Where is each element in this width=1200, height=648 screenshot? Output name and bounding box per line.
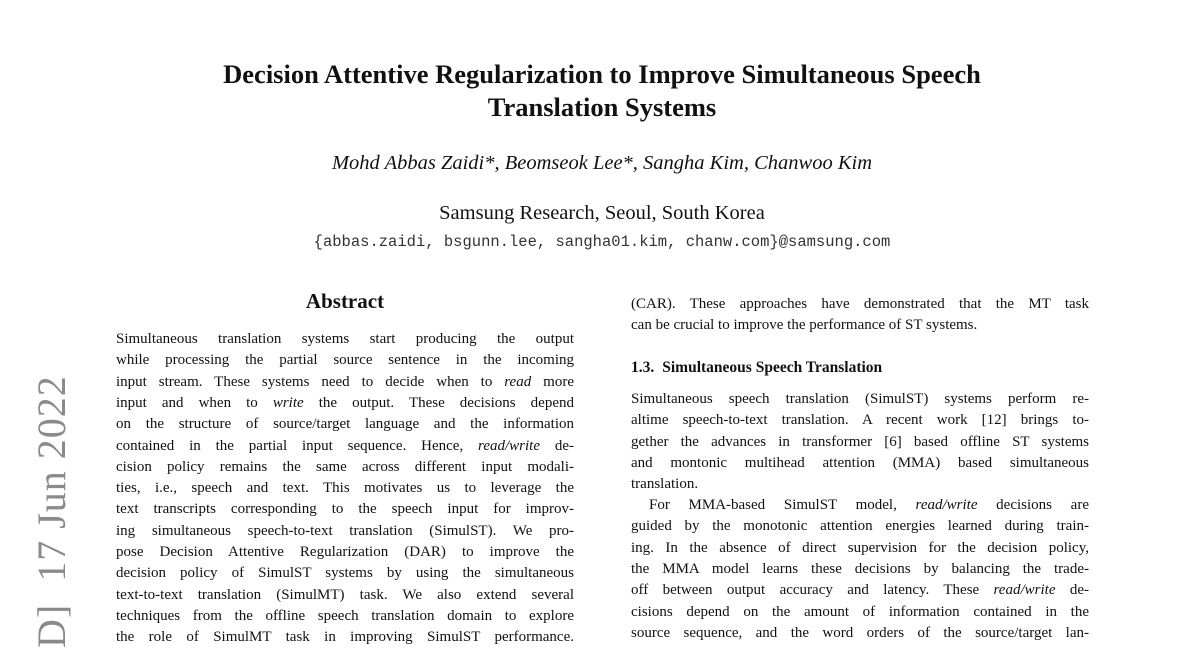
text-line: guided by the monotonic attention energies learned during train- [631,518,1089,535]
text-line: ing simultaneous speech-to-text translation (SimulST). We pro- [116,522,574,539]
text-line: contained in the partial input sequence. Hence, read/write de- [116,437,574,454]
text-line: ing. In the absence of direct supervision for the decision policy, [631,539,1089,556]
text-line: (CAR). These approaches have demonstrated that the MT task [631,296,1089,312]
abstract-heading: Abstract [305,289,385,313]
affiliation: Samsung Research, Seoul, South Korea [439,202,765,224]
text-line: techniques from the offline speech translation domain to explore [116,607,574,624]
text-line: the MMA model learns these decisions by balancing the trade- [631,560,1089,577]
section-heading [631,357,1089,378]
text-line: input and when to write the output. These decisions depend [116,394,574,411]
text-line: pose Decision Attentive Regularization (DAR) to improve the [116,544,574,560]
paper-title-line-2: Translation Systems [487,92,717,122]
text-line: text-to-text translation (SimulMT) task. We also extend several [116,586,574,603]
italic-term: read/write [478,437,540,454]
text-line: while processing the partial source sentence in the incoming [116,352,574,369]
section-title: Simultaneous Speech Translation [662,359,883,376]
text-line: translation. [631,476,699,493]
text-line: altime speech-to-text translation. A recent work [12] brings to- [631,412,1089,429]
text-line: off between output accuracy and latency. These read/write de- [631,582,1089,599]
text-line: source sequence, and the word orders of the source/target lan- [631,624,1089,641]
paper-title [150,58,1054,124]
text-line: For MMA-based SimulST model, read/write decisions are [649,497,1089,513]
text-line: text transcripts corresponding to the speech input for improv- [116,501,574,518]
text-line: and montonic multihead attention (MMA) based simultaneous [631,454,1089,471]
text-line: Simultaneous speech translation (SimulST) systems perform re- [631,391,1089,407]
section-number: 1.3. [631,359,655,376]
text-line: cisions depend on the amount of information contained in the [631,603,1089,620]
italic-term: read/write [915,497,978,513]
paper-title-line-1: Decision Attentive Regularization to Improve Simultaneous Speech [223,59,981,89]
italic-term: read [504,373,532,390]
text-line: the role of SimulMT task in improving SimulST performance. [116,629,574,646]
author-list: Mohd Abbas Zaidi*, Beomseok Lee*, Sangha Kim, Chanwoo Kim [331,152,873,174]
text-line: Simultaneous translation systems start producing the output [116,331,574,347]
author-emails: {abbas.zaidi, bsgunn.lee, sangha01.kim, chanw.com}@samsung.com [313,233,891,251]
text-line: cision policy remains the same across different input modali- [116,458,574,475]
text-line: on the structure of source/target language and the information [116,416,574,433]
arxiv-side-stamp: D] 17 Jun 2022 [29,375,74,648]
text-line: gether the advances in transformer [6] based offline ST systems [631,433,1089,450]
text-line: can be crucial to improve the performance of ST systems. [631,317,978,334]
text-line: input stream. These systems need to decide when to read more [116,373,574,390]
italic-term: read/write [993,582,1056,599]
text-line: ties, i.e., speech and text. This motivates us to leverage the [116,480,574,497]
text-line: decision policy of SimulST systems by using the simultaneous [116,565,574,582]
italic-term: write [272,394,304,411]
